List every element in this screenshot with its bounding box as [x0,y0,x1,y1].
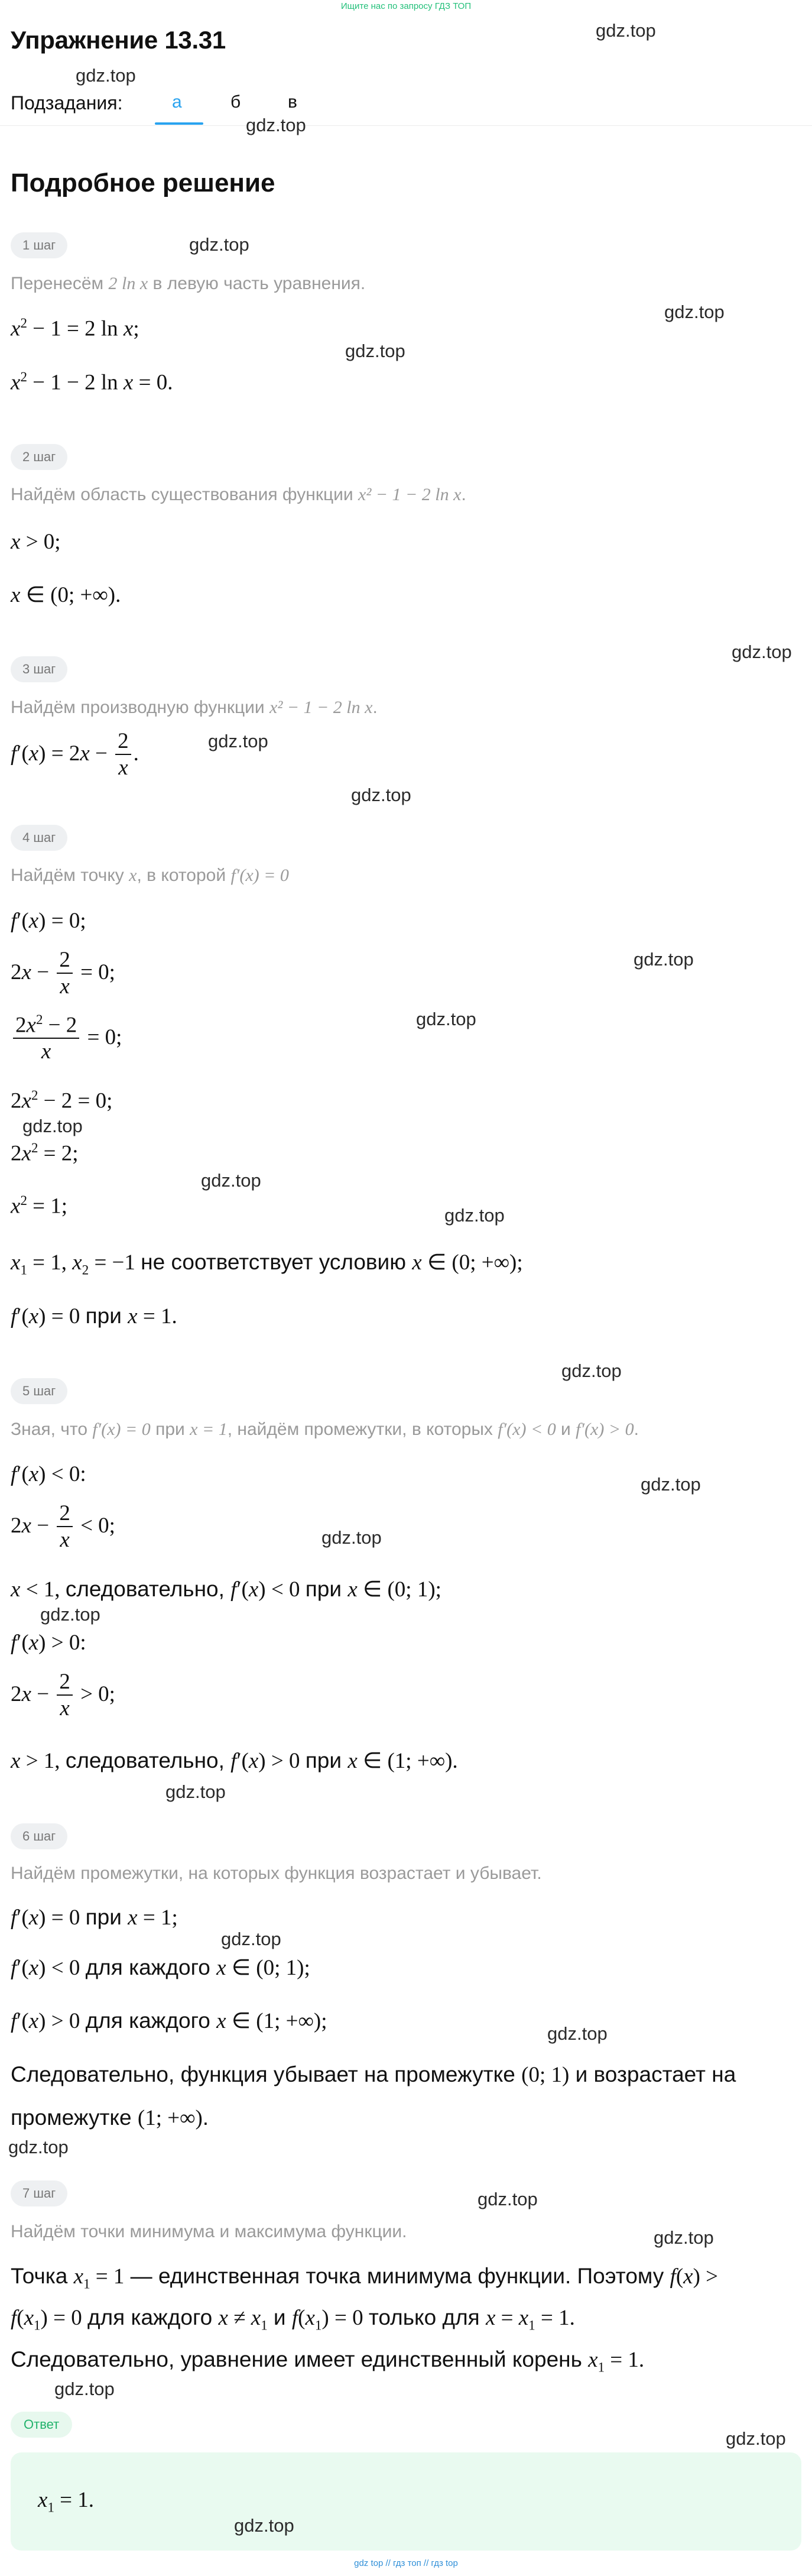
step-badge: 7 шаг [11,2180,67,2206]
math-line: Точка $x_1 = 1$ — единственная точка минимума функции. Поэтому f(x) > [11,2264,719,2292]
footer-links: gdz top // гдз топ // гдз top [354,2558,458,2568]
watermark: gdz.top [40,1604,100,1625]
step-description: Перенесём 2 ln x в левую часть уравнения. [11,274,366,293]
math-line: $2x^2 = 2$; [11,1140,79,1166]
watermark: gdz.top [189,234,249,255]
math-line: Следовательно, уравнение имеет единственный корень $x_1 = 1$. [11,2347,645,2375]
watermark: gdz.top [345,341,405,361]
watermark: gdz.top [351,785,411,805]
math-line: Следовательно, функция убывает на промежутке (0; 1) и возрастает на [11,2062,736,2087]
math-line: f′(x) = 2x − $\frac{2}{x}$ . [11,729,139,780]
watermark: gdz.top [201,1170,261,1191]
math-line: f′(x) = 0 при x = 1; [11,1905,178,1930]
step-badge: 1 шаг [11,232,67,258]
watermark: gdz.top [664,302,725,322]
math-line: x ∈ (0; +∞). [11,583,121,607]
math-line: f′(x) = 0 при x = 1. [11,1304,177,1328]
step-description: Найдём промежутки, на которых функция возрастает и убывает. [11,1864,542,1883]
step-badge: 3 шаг [11,656,67,682]
math-line: x < 1, следовательно, f′(x) < 0 при x ∈ (0; 1); [11,1577,441,1602]
watermark: gdz.top [444,1205,505,1226]
answer-value: $x_1 = 1$. [38,2488,95,2515]
math-line: x > 0; [11,530,61,554]
math-line: $2x^2 - 2 = 0$; [11,1088,113,1113]
step-badge: 2 шаг [11,444,67,470]
math-line: $x^2 = 1$; [11,1193,68,1219]
step-description: Найдём производную функции x² − 1 − 2 ln x. [11,698,378,717]
promo-note: Ищите нас по запросу ГДЗ ТОП [340,1,472,11]
math-line: f′(x) = 0; [11,909,86,933]
step-description: Зная, что f′(x) = 0 при x = 1, найдём промежутки, в которых f′(x) < 0 и f′(x) > 0. [11,1420,639,1439]
math-line: f′(x) < 0: [11,1462,86,1486]
math-line: $\frac{2x^2 - 2}{x}$ = 0; [11,1012,122,1064]
watermark: gdz.top [726,2428,786,2449]
math-line: $x^2 - 1 - 2$ ln x = 0. [11,370,173,395]
step-badge: 5 шаг [11,1378,67,1404]
watermark: gdz.top [634,949,694,970]
answer-badge: Ответ [11,2412,72,2438]
step-badge: 4 шаг [11,825,67,851]
watermark: gdz.top [22,1116,83,1136]
solution-title: Подробное решение [11,169,275,197]
step-description: Найдём точку x, в которой f′(x) = 0 [11,866,289,885]
watermark: gdz.top [321,1527,382,1548]
watermark: gdz.top [221,1929,281,1949]
step-description: Найдём область существования функции x² − 1 − 2 ln x. [11,485,466,504]
tab-v[interactable]: в [288,92,297,112]
math-line: f′(x) < 0 для каждого x ∈ (0; 1); [11,1955,310,1980]
math-line: 2x − $\frac{2}{x}$ > 0; [11,1670,115,1720]
watermark: gdz.top [547,2023,608,2044]
math-line: f′(x) > 0 для каждого x ∈ (1; +∞); [11,2008,327,2033]
watermark: gdz.top [76,65,136,86]
watermark: gdz.top [596,20,656,41]
math-line: $x_1 = 1$, $x_2 = -1$ не соответствует условию x ∈ (0; +∞); [11,1250,523,1278]
tab-a[interactable]: а [172,92,182,112]
watermark: gdz.top [641,1474,701,1495]
watermark: gdz.top [54,2379,115,2399]
watermark: gdz.top [246,115,306,135]
watermark: gdz.top [8,2137,69,2157]
math-line: промежутке (1; +∞). [11,2105,209,2130]
watermark: gdz.top [478,2189,538,2209]
page-title: Упражнение 13.31 [11,26,226,54]
step-description: Найдём точки минимума и максимума функции. [11,2222,407,2241]
watermark: gdz.top [165,1781,226,1802]
subtasks-label: Подзадания: [11,92,123,114]
math-line: f′(x) > 0: [11,1631,86,1655]
tabs-divider [0,125,812,126]
tab-b[interactable]: б [230,92,241,112]
math-line: $x^2 - 1 = 2$ ln x; [11,316,139,341]
watermark: gdz.top [732,641,792,662]
math-line: 2x − $\frac{2}{x}$ < 0; [11,1501,115,1552]
watermark: gdz.top [416,1009,476,1029]
math-line: x > 1, следовательно, f′(x) > 0 при x ∈ (1; +∞). [11,1748,458,1773]
answer-box [11,2452,801,2551]
watermark: gdz.top [208,731,268,751]
math-line: 2x − $\frac{2}{x}$ = 0; [11,948,115,999]
math-line: $f(x_1) = 0$ для каждого $x \ne x_1$ и $f(x_1) = 0$ только для $x = x_1 = 1$. [11,2305,575,2333]
step-badge: 6 шаг [11,1823,67,1849]
active-tab-indicator [155,122,203,125]
watermark: gdz.top [654,2227,714,2248]
watermark: gdz.top [561,1360,622,1381]
watermark: gdz.top [234,2515,294,2536]
